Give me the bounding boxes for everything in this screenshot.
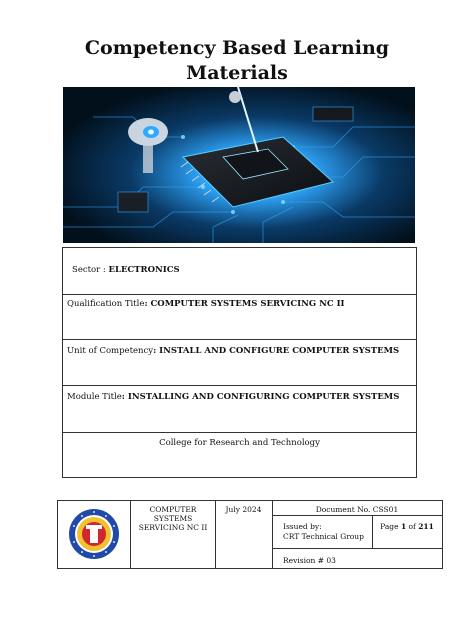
- page-number: [372, 522, 442, 531]
- sector-value: ELECTRONICS: [108, 265, 180, 275]
- issued-by-label: Issued by:: [283, 522, 322, 531]
- unit-of-competency-row: [63, 340, 416, 386]
- document-control-table: [57, 500, 443, 569]
- qualification-value: : COMPUTER SYSTEMS SERVICING NC II: [144, 299, 345, 309]
- document-title: Competency Based Learning Materials: [84, 37, 390, 84]
- page-total: 211: [418, 522, 434, 531]
- qualification-label: Qualification Title: [67, 299, 145, 309]
- page-of: of: [406, 522, 419, 531]
- module-title-row: [63, 386, 416, 433]
- document-number: Document No. CSS01: [315, 505, 399, 514]
- issued-by-value: CRT Technical Group: [283, 532, 364, 541]
- cover-circuit-image: [63, 87, 415, 243]
- revision-number: Revision # 03: [283, 556, 336, 565]
- institution-name: College for Research and Technology: [159, 438, 320, 448]
- institution-seal-logo: [68, 508, 120, 560]
- page-label: Page: [380, 522, 401, 531]
- page-current: 1: [400, 522, 407, 531]
- institution-row: [63, 433, 416, 477]
- module-title-value: : INSTALLING AND CONFIGURING COMPUTER SYSTEMS: [121, 392, 400, 402]
- qualification-row: [63, 295, 416, 340]
- course-name: COMPUTER SYSTEMS SERVICING NC II: [138, 505, 208, 532]
- sector-row: [63, 248, 416, 295]
- module-title-label: Module Title: [67, 392, 122, 402]
- issue-date: July 2024: [225, 505, 262, 514]
- unit-of-competency-label: Unit of Competency: [67, 346, 154, 356]
- sector-label: Sector :: [72, 265, 109, 275]
- unit-of-competency-value: : INSTALL AND CONFIGURE COMPUTER SYSTEMS: [153, 346, 400, 356]
- module-info-table: [62, 247, 417, 478]
